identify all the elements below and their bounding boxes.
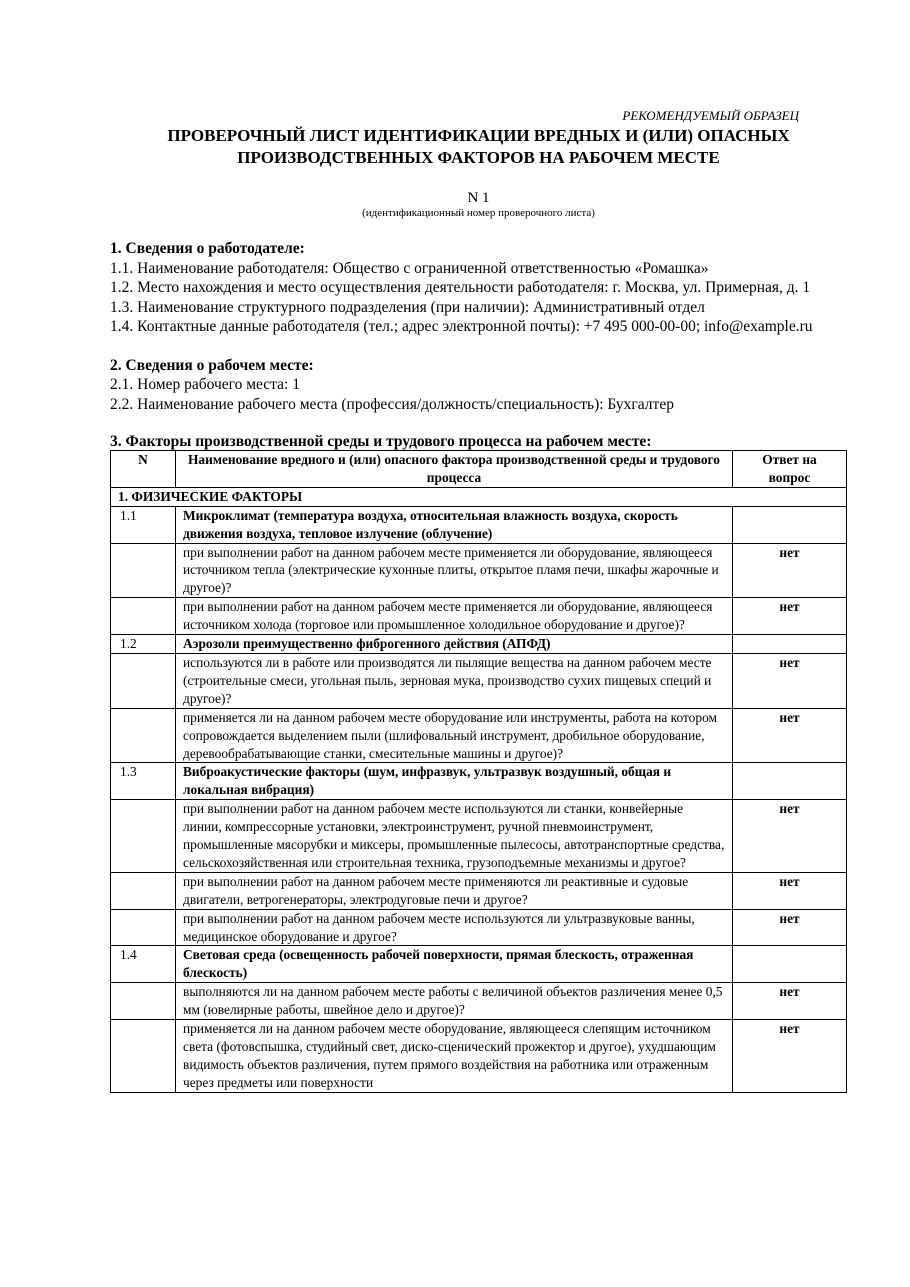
factor-row [111, 506, 847, 543]
question-row [111, 1020, 847, 1093]
answer-cell: нет [733, 909, 847, 946]
question-text: при выполнении работ на данном рабочем месте применяется ли оборудование, являющееся источником холода (торговое или промышленное холодильное оборудование и другое)? [176, 598, 733, 635]
column-header-name: Наименование вредного и (или) опасного фактора производственной среды и трудового процесса [176, 451, 733, 488]
factor-name: Световая среда (освещенность рабочей поверхности, прямая блескость, отраженная блескость) [176, 946, 733, 983]
answer-cell: нет [733, 598, 847, 635]
table-header-row [111, 451, 847, 488]
title-line-1: ПРОВЕРОЧНЫЙ ЛИСТ ИДЕНТИФИКАЦИИ ВРЕДНЫХ И (ИЛИ) ОПАСНЫХ [167, 126, 790, 145]
document-title [110, 125, 847, 169]
workplace-heading: 2. Сведения о рабочем месте: [110, 356, 314, 374]
group-title: 1. ФИЗИЧЕСКИЕ ФАКТОРЫ [111, 487, 847, 506]
document-page [110, 108, 847, 1093]
checklist-number-note: (идентификационный номер проверочного листа) [362, 207, 595, 219]
factors-table [110, 450, 847, 1093]
workplace-line: 2.1. Номер рабочего места: 1 [110, 376, 300, 393]
factor-number: 1.4 [111, 946, 176, 983]
question-text: применяется ли на данном рабочем месте оборудование или инструменты, работа на котором сопровождается выделением пыли (шлифовальный инструмент, дробильное оборудование, деревообрабатывающие станки, смесительные машины и другое)? [176, 708, 733, 763]
answer-cell [733, 506, 847, 543]
question-row [111, 872, 847, 909]
factor-number: 1.1 [111, 506, 176, 543]
answer-cell: нет [733, 800, 847, 873]
workplace-section [110, 356, 847, 415]
answer-cell: нет [733, 1020, 847, 1093]
answer-cell [733, 763, 847, 800]
question-text: выполняются ли на данном рабочем месте работы с величиной объектов различения менее 0,5 мм (ювелирные работы, швейное дело и другое)? [176, 983, 733, 1020]
question-text: при выполнении работ на данном рабочем месте применяется ли оборудование, являющееся источником тепла (электрические кухонные плиты, открытое пламя печи, шкафы жарочные и другое)? [176, 543, 733, 598]
question-text: при выполнении работ на данном рабочем месте применяются ли реактивные и судовые двигатели, ветрогенераторы, электродуговые печи и другое? [176, 872, 733, 909]
question-row [111, 543, 847, 598]
recommended-sample-label: РЕКОМЕНДУЕМЫЙ ОБРАЗЕЦ [622, 108, 799, 123]
question-text: применяется ли на данном рабочем месте оборудование, являющееся слепящим источником света (фотовспышка, студийный свет, диско-сценический прожектор и другое), ухудшающим видимость объектов различения, путем прямого воздействия на работника или отраженным через предметы или поверхности [176, 1020, 733, 1093]
employer-section [110, 239, 847, 337]
question-row [111, 909, 847, 946]
answer-cell [733, 946, 847, 983]
factor-row [111, 946, 847, 983]
question-row [111, 598, 847, 635]
question-row [111, 983, 847, 1020]
question-row [111, 800, 847, 873]
answer-cell: нет [733, 872, 847, 909]
title-line-2: ПРОИЗВОДСТВЕННЫХ ФАКТОРОВ НА РАБОЧЕМ МЕСТЕ [237, 148, 720, 167]
factor-number [111, 909, 176, 946]
answer-cell: нет [733, 708, 847, 763]
question-row [111, 708, 847, 763]
answer-cell: нет [733, 983, 847, 1020]
factor-number [111, 653, 176, 708]
factor-number [111, 872, 176, 909]
answer-cell: нет [733, 653, 847, 708]
factor-number [111, 598, 176, 635]
question-text: используются ли в работе или производятся ли пылящие вещества на данном рабочем месте (строительные смеси, угольная пыль, зерновая мука, производство сухих пищевых специй и другое)? [176, 653, 733, 708]
factors-heading: 3. Факторы производственной среды и трудового процесса на рабочем месте: [110, 433, 652, 450]
factor-number: 1.2 [111, 635, 176, 654]
factor-number [111, 1020, 176, 1093]
factors-section [110, 433, 847, 1093]
employer-line: 1.3. Наименование структурного подразделения (при наличии): Административный отдел [110, 298, 705, 316]
factor-name: Микроклимат (температура воздуха, относительная влажность воздуха, скорость движения воздуха, тепловое излучение (облучение) [176, 506, 733, 543]
factor-row [111, 763, 847, 800]
factor-name: Виброакустические факторы (шум, инфразвук, ультразвук воздушный, общая и локальная вибрация) [176, 763, 733, 800]
workplace-line: 2.2. Наименование рабочего места (профессия/должность/специальность): Бухгалтер [110, 395, 674, 413]
group-row-physical [111, 487, 847, 506]
factor-row [111, 635, 847, 654]
factor-number [111, 543, 176, 598]
factor-name: Аэрозоли преимущественно фиброгенного действия (АПФД) [176, 635, 733, 654]
answer-cell [733, 635, 847, 654]
employer-line: 1.4. Контактные данные работодателя (тел.; адрес электронной почты): +7 495 000-00-00; info@example.ru [110, 318, 813, 335]
employer-heading: 1. Сведения о работодателе: [110, 240, 305, 257]
question-row [111, 653, 847, 708]
column-header-answer: Ответ на вопрос [733, 451, 847, 488]
factor-number: 1.3 [111, 763, 176, 800]
employer-line: 1.1. Наименование работодателя: Общество с ограниченной ответственностью «Ромашка» [110, 259, 709, 277]
checklist-number: N 1 [467, 190, 490, 206]
factor-number [111, 800, 176, 873]
question-text: при выполнении работ на данном рабочем месте используются ли станки, конвейерные линии, компрессорные установки, электроинструмент, ручной пневмоинструмент, промышленные мясорубки и миксеры, промышленные пылесосы, автотранспортные средства, сельскохозяйственная или строительная техника, грузоподъемные механизмы и другое? [176, 800, 733, 873]
question-text: при выполнении работ на данном рабочем месте используются ли ультразвуковые ванны, медицинское оборудование и другое? [176, 909, 733, 946]
answer-cell: нет [733, 543, 847, 598]
column-header-n: N [111, 451, 176, 488]
factor-number [111, 983, 176, 1020]
employer-line: 1.2. Место нахождения и место осуществления деятельности работодателя: г. Москва, ул. Примерная, д. 1 [110, 279, 811, 296]
factor-number [111, 708, 176, 763]
